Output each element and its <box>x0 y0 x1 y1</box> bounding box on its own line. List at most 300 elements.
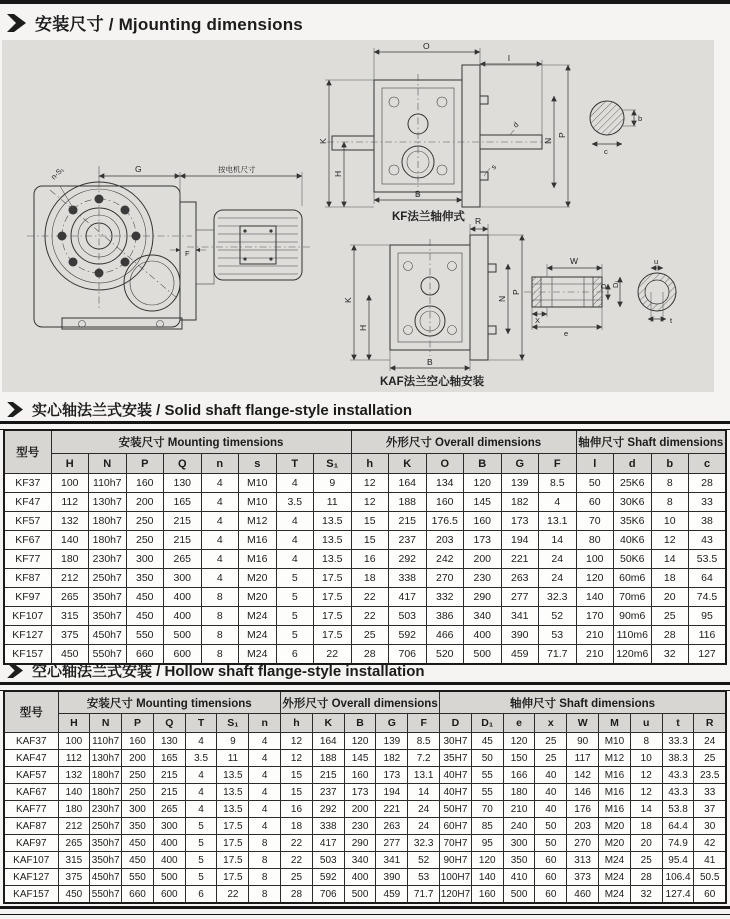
value-cell: 32.3 <box>539 588 577 607</box>
column-header: K <box>312 714 344 733</box>
model-cell: KAF37 <box>4 733 58 750</box>
value-cell: 194 <box>501 531 539 550</box>
value-cell: 17.5 <box>217 869 249 886</box>
value-cell: 18 <box>351 569 389 588</box>
value-cell: 500 <box>503 886 535 904</box>
column-header: G <box>501 454 539 474</box>
table-row <box>4 869 726 886</box>
column-header: S₁ <box>217 714 249 733</box>
column-header: T <box>185 714 217 733</box>
value-cell: 4 <box>249 784 281 801</box>
value-cell: 176 <box>567 801 599 818</box>
table-row <box>4 767 726 784</box>
value-cell: 4 <box>201 569 239 588</box>
group-header: 轴伸尺寸 Shaft dimensions <box>440 691 726 714</box>
kaf-view-drawing <box>343 216 676 388</box>
value-cell: M24 <box>239 626 277 645</box>
value-cell: 134 <box>426 474 464 493</box>
value-cell: 90m6 <box>614 607 652 626</box>
model-cell: KF107 <box>4 607 51 626</box>
value-cell: 120 <box>344 733 376 750</box>
value-cell: 375 <box>58 869 90 886</box>
value-cell: 35H7 <box>440 750 472 767</box>
value-cell: 15 <box>281 767 313 784</box>
value-cell: 9 <box>314 474 352 493</box>
value-cell: 13.5 <box>217 801 249 818</box>
value-cell: 4 <box>201 550 239 569</box>
value-cell: 38.3 <box>662 750 694 767</box>
value-cell: 13.5 <box>314 550 352 569</box>
value-cell: 50H7 <box>440 801 472 818</box>
value-cell: 12 <box>630 767 662 784</box>
value-cell: 212 <box>51 569 89 588</box>
value-cell: 341 <box>376 852 408 869</box>
value-cell: 120 <box>471 852 503 869</box>
value-cell: 221 <box>376 801 408 818</box>
value-cell: 64.4 <box>662 818 694 835</box>
value-cell: 4 <box>185 733 217 750</box>
value-cell: 25 <box>535 733 567 750</box>
value-cell: 17.5 <box>217 852 249 869</box>
value-cell: 70 <box>576 512 614 531</box>
table-row <box>4 818 726 835</box>
dim-label-w: W <box>570 256 579 266</box>
value-cell: 55 <box>471 767 503 784</box>
value-cell: 203 <box>426 531 464 550</box>
value-cell: 8 <box>249 886 281 904</box>
value-cell: 60 <box>576 493 614 512</box>
page-bottom-rule <box>0 906 730 915</box>
value-cell: 53.5 <box>689 550 727 569</box>
page-title: 安装尺寸 / Mjounting dimensions <box>35 15 303 34</box>
value-cell: 22 <box>281 835 313 852</box>
value-cell: 230 <box>464 569 502 588</box>
value-cell: 25K6 <box>614 474 652 493</box>
value-cell: 8 <box>249 835 281 852</box>
value-cell: 71.7 <box>408 886 440 904</box>
value-cell: 38 <box>689 512 727 531</box>
value-cell: 164 <box>312 733 344 750</box>
kaf-caption: KAF法兰空心轴安装 <box>380 376 485 388</box>
value-cell: 180 <box>58 801 90 818</box>
value-cell: 230h7 <box>90 801 122 818</box>
value-cell: 28 <box>689 474 727 493</box>
value-cell: 95 <box>689 607 727 626</box>
value-cell: 11 <box>314 493 352 512</box>
value-cell: 11 <box>217 750 249 767</box>
column-header: N <box>89 454 127 474</box>
value-cell: 30 <box>694 818 726 835</box>
value-cell: 200 <box>344 801 376 818</box>
value-cell: 500 <box>164 626 202 645</box>
value-cell: 22 <box>314 645 352 665</box>
column-header: x <box>535 714 567 733</box>
table-row <box>4 607 726 626</box>
value-cell: 503 <box>312 852 344 869</box>
column-header: K <box>389 454 427 474</box>
value-cell: 250 <box>122 784 154 801</box>
value-cell: 22 <box>351 588 389 607</box>
model-cell: KF157 <box>4 645 51 665</box>
value-cell: 14 <box>539 531 577 550</box>
value-cell: 706 <box>389 645 427 665</box>
dim-label-d1: D₁ <box>611 280 620 288</box>
value-cell: 350 <box>126 569 164 588</box>
value-cell: 43.3 <box>662 767 694 784</box>
column-header: B <box>464 454 502 474</box>
value-cell: 182 <box>376 750 408 767</box>
value-cell: 180h7 <box>89 512 127 531</box>
value-cell: M24 <box>239 607 277 626</box>
table-row <box>4 784 726 801</box>
value-cell: 417 <box>312 835 344 852</box>
value-cell: 130 <box>153 733 185 750</box>
value-cell: 180 <box>51 550 89 569</box>
value-cell: 5 <box>185 818 217 835</box>
value-cell: 5 <box>276 588 314 607</box>
value-cell: 140 <box>51 531 89 550</box>
value-cell: 4 <box>276 474 314 493</box>
value-cell: 24 <box>694 733 726 750</box>
value-cell: 16 <box>281 801 313 818</box>
model-cell: KF37 <box>4 474 51 493</box>
value-cell: M16 <box>239 531 277 550</box>
column-header: s <box>239 454 277 474</box>
table-row <box>4 886 726 904</box>
column-header: n <box>249 714 281 733</box>
value-cell: M24 <box>599 852 631 869</box>
model-cell: KF67 <box>4 531 51 550</box>
value-cell: 4 <box>185 767 217 784</box>
solid-section-title: 实心轴法兰式安装 / Solid shaft flange-style installation <box>32 402 413 419</box>
model-cell: KF97 <box>4 588 51 607</box>
column-header: G <box>376 714 408 733</box>
value-cell: 14 <box>630 801 662 818</box>
value-cell: 40H7 <box>440 784 472 801</box>
value-cell: 40 <box>535 767 567 784</box>
value-cell: 166 <box>503 767 535 784</box>
value-cell: M10 <box>239 493 277 512</box>
value-cell: 4 <box>201 493 239 512</box>
value-cell: 14 <box>408 784 440 801</box>
value-cell: 550 <box>126 626 164 645</box>
drawings-svg <box>2 40 714 392</box>
table-row <box>4 550 726 569</box>
value-cell: 60 <box>535 852 567 869</box>
value-cell: 173 <box>376 767 408 784</box>
value-cell: 20 <box>651 588 689 607</box>
value-cell: 242 <box>426 550 464 569</box>
value-cell: 70m6 <box>614 588 652 607</box>
top-border-bar <box>0 0 730 4</box>
value-cell: 30K6 <box>614 493 652 512</box>
group-header: 轴伸尺寸 Shaft dimensions <box>576 430 726 454</box>
value-cell: 85 <box>471 818 503 835</box>
value-cell: 160 <box>122 733 154 750</box>
value-cell: 350h7 <box>89 588 127 607</box>
value-cell: 350h7 <box>90 852 122 869</box>
value-cell: 25 <box>535 750 567 767</box>
value-cell: 660 <box>122 886 154 904</box>
value-cell: 130h7 <box>90 750 122 767</box>
value-cell: 215 <box>312 767 344 784</box>
dim-label-h-kaf: H <box>358 324 368 331</box>
value-cell: 12 <box>281 733 313 750</box>
value-cell: 550 <box>122 869 154 886</box>
value-cell: 8.5 <box>408 733 440 750</box>
value-cell: 300 <box>153 818 185 835</box>
dim-label-l: l <box>508 53 510 63</box>
value-cell: 500 <box>344 886 376 904</box>
value-cell: M20 <box>599 835 631 852</box>
dim-label-d-shaft: d <box>511 120 521 130</box>
table-row <box>4 750 726 767</box>
value-cell: 338 <box>389 569 427 588</box>
value-cell: 210 <box>503 801 535 818</box>
model-column-header: 型号 <box>4 430 51 474</box>
value-cell: 660 <box>126 645 164 665</box>
value-cell: 8 <box>651 474 689 493</box>
value-cell: 215 <box>389 512 427 531</box>
value-cell: 6 <box>185 886 217 904</box>
table-row <box>4 801 726 818</box>
value-cell: 70H7 <box>440 835 472 852</box>
column-header: h <box>351 454 389 474</box>
value-cell: 338 <box>312 818 344 835</box>
value-cell: 13.5 <box>314 512 352 531</box>
kf-view-drawing <box>318 41 642 223</box>
dim-label-x: X <box>535 316 541 325</box>
column-header: B <box>344 714 376 733</box>
value-cell: 290 <box>344 835 376 852</box>
value-cell: 4 <box>201 474 239 493</box>
hollow-section-title: 空心轴法兰式安装 / Hollow shaft flange-style installation <box>32 663 425 680</box>
value-cell: 40K6 <box>614 531 652 550</box>
column-header: c <box>689 454 727 474</box>
value-cell: 400 <box>164 588 202 607</box>
value-cell: 265 <box>58 835 90 852</box>
value-cell: 50 <box>535 835 567 852</box>
value-cell: 100H7 <box>440 869 472 886</box>
value-cell: 375 <box>51 626 89 645</box>
value-cell: 520 <box>426 645 464 665</box>
value-cell: 215 <box>153 767 185 784</box>
table-row <box>4 512 726 531</box>
value-cell: 70 <box>471 801 503 818</box>
value-cell: 4 <box>249 733 281 750</box>
value-cell: 130 <box>164 474 202 493</box>
value-cell: M10 <box>239 474 277 493</box>
dim-label-e: e <box>564 329 569 338</box>
value-cell: 8 <box>651 493 689 512</box>
value-cell: 23.5 <box>694 767 726 784</box>
value-cell: 120 <box>576 569 614 588</box>
value-cell: 341 <box>501 607 539 626</box>
value-cell: 4 <box>276 512 314 531</box>
value-cell: 22 <box>217 886 249 904</box>
value-cell: 180h7 <box>89 531 127 550</box>
value-cell: 52 <box>539 607 577 626</box>
value-cell: 263 <box>501 569 539 588</box>
section-arrow-icon <box>7 663 24 678</box>
value-cell: 33 <box>694 784 726 801</box>
value-cell: 350h7 <box>89 607 127 626</box>
value-cell: 24 <box>539 569 577 588</box>
value-cell: 400 <box>344 869 376 886</box>
value-cell: 12 <box>351 474 389 493</box>
value-cell: 210 <box>576 645 614 665</box>
dim-label-key-c: c <box>604 147 608 156</box>
value-cell: M20 <box>239 588 277 607</box>
value-cell: 90 <box>567 733 599 750</box>
value-cell: 17.5 <box>314 588 352 607</box>
value-cell: 592 <box>312 869 344 886</box>
value-cell: 22 <box>281 852 313 869</box>
value-cell: 600 <box>164 645 202 665</box>
value-cell: 28 <box>351 645 389 665</box>
column-header: O <box>426 454 464 474</box>
value-cell: 350 <box>122 818 154 835</box>
value-cell: 112 <box>51 493 89 512</box>
value-cell: 4 <box>276 550 314 569</box>
value-cell: 25 <box>694 750 726 767</box>
column-header: d <box>614 454 652 474</box>
value-cell: 150 <box>503 750 535 767</box>
value-cell: 373 <box>567 869 599 886</box>
value-cell: 6 <box>276 645 314 665</box>
value-cell: 180h7 <box>90 767 122 784</box>
value-cell: 4 <box>249 767 281 784</box>
value-cell: 8 <box>249 852 281 869</box>
value-cell: 230h7 <box>89 550 127 569</box>
value-cell: 120 <box>464 474 502 493</box>
column-header: T <box>276 454 314 474</box>
value-cell: 8 <box>201 626 239 645</box>
dim-label-u: u <box>654 257 659 266</box>
value-cell: 15 <box>281 784 313 801</box>
dim-label-k-kaf: K <box>343 297 353 303</box>
value-cell: 400 <box>164 607 202 626</box>
table-row <box>4 588 726 607</box>
column-header: F <box>539 454 577 474</box>
value-cell: 350 <box>503 852 535 869</box>
value-cell: 100 <box>51 474 89 493</box>
column-header: H <box>58 714 90 733</box>
value-cell: 40 <box>535 801 567 818</box>
value-cell: 300 <box>122 801 154 818</box>
value-cell: 550h7 <box>89 645 127 665</box>
dim-label-k-kf: K <box>318 138 328 144</box>
value-cell: 24 <box>408 818 440 835</box>
column-header: S₁ <box>314 454 352 474</box>
value-cell: 450 <box>126 588 164 607</box>
value-cell: 182 <box>501 493 539 512</box>
column-header: W <box>567 714 599 733</box>
value-cell: 459 <box>501 645 539 665</box>
hollow-section-header <box>7 660 425 681</box>
value-cell: 60H7 <box>440 818 472 835</box>
value-cell: 450h7 <box>90 869 122 886</box>
table-row <box>4 835 726 852</box>
value-cell: 20 <box>630 835 662 852</box>
table-row <box>4 626 726 645</box>
value-cell: 53 <box>408 869 440 886</box>
value-cell: 18 <box>281 818 313 835</box>
value-cell: 4 <box>185 784 217 801</box>
value-cell: 140 <box>576 588 614 607</box>
value-cell: 180 <box>503 784 535 801</box>
value-cell: 315 <box>51 607 89 626</box>
value-cell: 33 <box>689 493 727 512</box>
value-cell: 50 <box>576 474 614 493</box>
value-cell: 188 <box>312 750 344 767</box>
model-cell: KAF157 <box>4 886 58 904</box>
value-cell: 173 <box>464 531 502 550</box>
value-cell: 7.2 <box>408 750 440 767</box>
value-cell: 300 <box>503 835 535 852</box>
dim-label-bore-d: D <box>599 283 608 289</box>
value-cell: 5 <box>185 852 217 869</box>
dim-label-n-kaf: N <box>497 295 507 302</box>
value-cell: 112 <box>58 750 90 767</box>
value-cell: 146 <box>567 784 599 801</box>
value-cell: 145 <box>464 493 502 512</box>
value-cell: 4 <box>201 512 239 531</box>
value-cell: 300 <box>126 550 164 569</box>
value-cell: 8 <box>201 588 239 607</box>
column-header: N <box>90 714 122 733</box>
value-cell: M16 <box>599 784 631 801</box>
page-header <box>7 10 303 35</box>
value-cell: M16 <box>599 801 631 818</box>
value-cell: 450 <box>122 852 154 869</box>
value-cell: 237 <box>312 784 344 801</box>
value-cell: 14 <box>651 550 689 569</box>
value-cell: 16 <box>351 550 389 569</box>
value-cell: 64 <box>689 569 727 588</box>
value-cell: 95 <box>471 835 503 852</box>
value-cell: M24 <box>599 869 631 886</box>
group-header: 外形尺寸 Overall dimensions <box>351 430 576 454</box>
value-cell: 110h7 <box>90 733 122 750</box>
value-cell: M10 <box>599 733 631 750</box>
dim-label-f-front: F <box>185 249 190 258</box>
front-view-drawing <box>27 164 310 329</box>
table-row <box>4 493 726 512</box>
value-cell: 4 <box>276 531 314 550</box>
value-cell: 12 <box>651 531 689 550</box>
value-cell: 3.5 <box>276 493 314 512</box>
value-cell: 117 <box>567 750 599 767</box>
column-header: P <box>122 714 154 733</box>
value-cell: 71.7 <box>539 645 577 665</box>
model-cell: KF57 <box>4 512 51 531</box>
value-cell: 210 <box>576 626 614 645</box>
value-cell: 165 <box>164 493 202 512</box>
value-cell: 332 <box>426 588 464 607</box>
value-cell: 100 <box>58 733 90 750</box>
value-cell: 386 <box>426 607 464 626</box>
value-cell: 52 <box>408 852 440 869</box>
dim-label-bolt-holes: n-S₁ <box>49 165 66 182</box>
group-header: 安装尺寸 Mounting timensions <box>58 691 281 714</box>
model-cell: KAF57 <box>4 767 58 784</box>
column-header: l <box>576 454 614 474</box>
value-cell: 4 <box>201 531 239 550</box>
value-cell: 90H7 <box>440 852 472 869</box>
value-cell: 95.4 <box>662 852 694 869</box>
value-cell: 13.5 <box>217 767 249 784</box>
